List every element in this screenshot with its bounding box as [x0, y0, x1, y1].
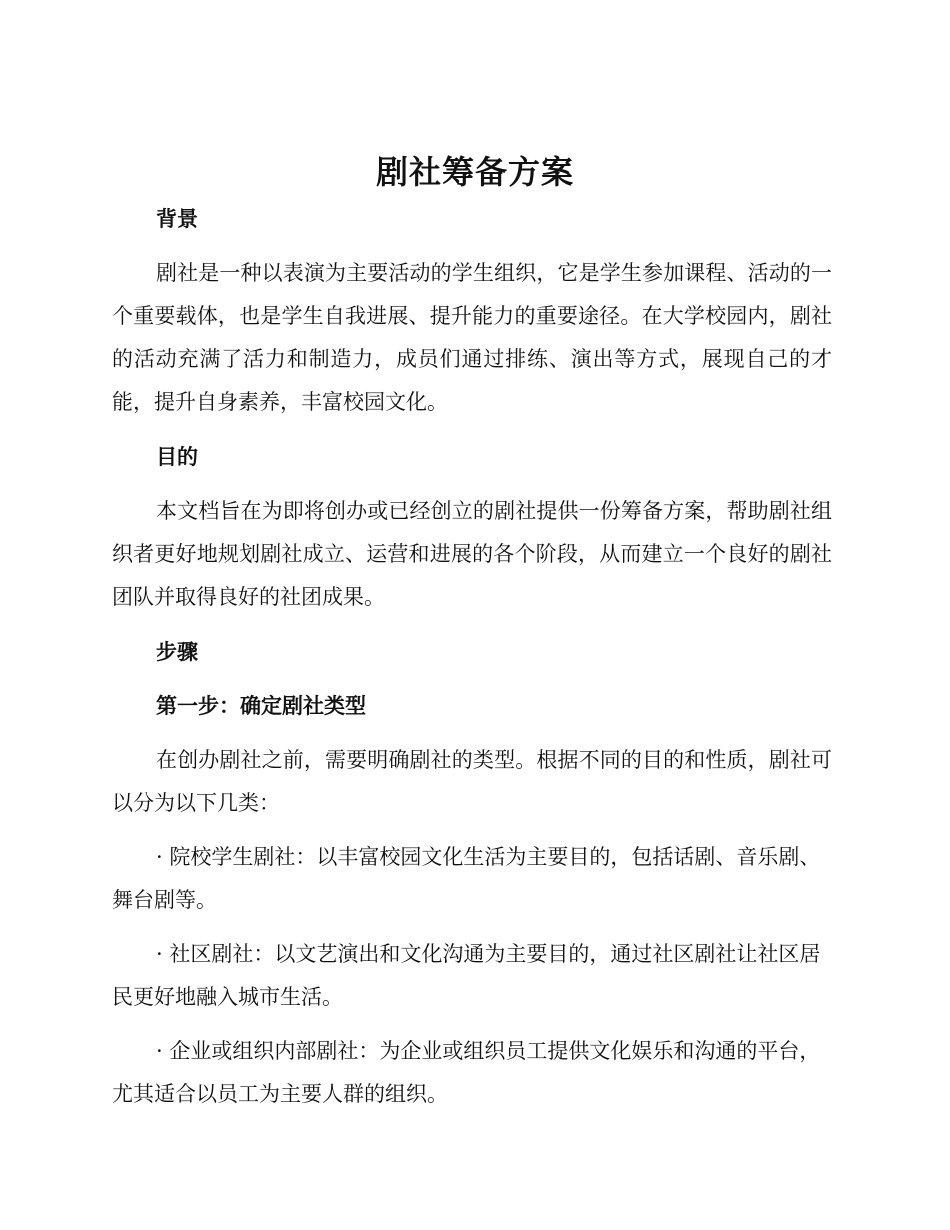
paragraph-purpose: 本文档旨在为即将创办或已经创立的剧社提供一份筹备方案，帮助剧社组织者更好地规划剧社成立、运营和进展的各个阶段，从而建立一个良好的剧社团队并取得良好的社团成果。 — [112, 499, 832, 609]
heading-purpose: 目的 — [156, 445, 198, 469]
heading-background: 背景 — [156, 207, 198, 231]
document-body — [112, 197, 832, 1116]
heading-steps: 步骤 — [156, 640, 198, 664]
bullet-item-school-club: · 院校学生剧社：以丰富校园文化生活为主要目的，包括话剧、音乐剧、舞台剧等。 — [112, 845, 821, 912]
heading-step-1: 第一步：确定剧社类型 — [156, 694, 366, 718]
paragraph-background: 剧社是一种以表演为主要活动的学生组织，它是学生参加课程、活动的一个重要载体，也是学生自我进展、提升能力的重要途径。在大学校园内，剧社的活动充满了活力和制造力，成员们通过排练、演出等方式，展现自己的才能，提升自身素养，丰富校园文化。 — [112, 261, 832, 414]
paragraph-step-1: 在创办剧社之前，需要明确剧社的类型。根据不同的目的和性质，剧社可以分为以下几类： — [112, 748, 832, 815]
bullet-item-community-club: · 社区剧社：以文艺演出和文化沟通为主要目的，通过社区剧社让社区居民更好地融入城市生活。 — [112, 942, 821, 1009]
bullet-item-enterprise-club: · 企业或组织内部剧社：为企业或组织员工提供文化娱乐和沟通的平台，尤其适合以员工为主要人群的组织。 — [112, 1039, 821, 1106]
document-title: 剧社筹备方案 — [375, 153, 574, 191]
